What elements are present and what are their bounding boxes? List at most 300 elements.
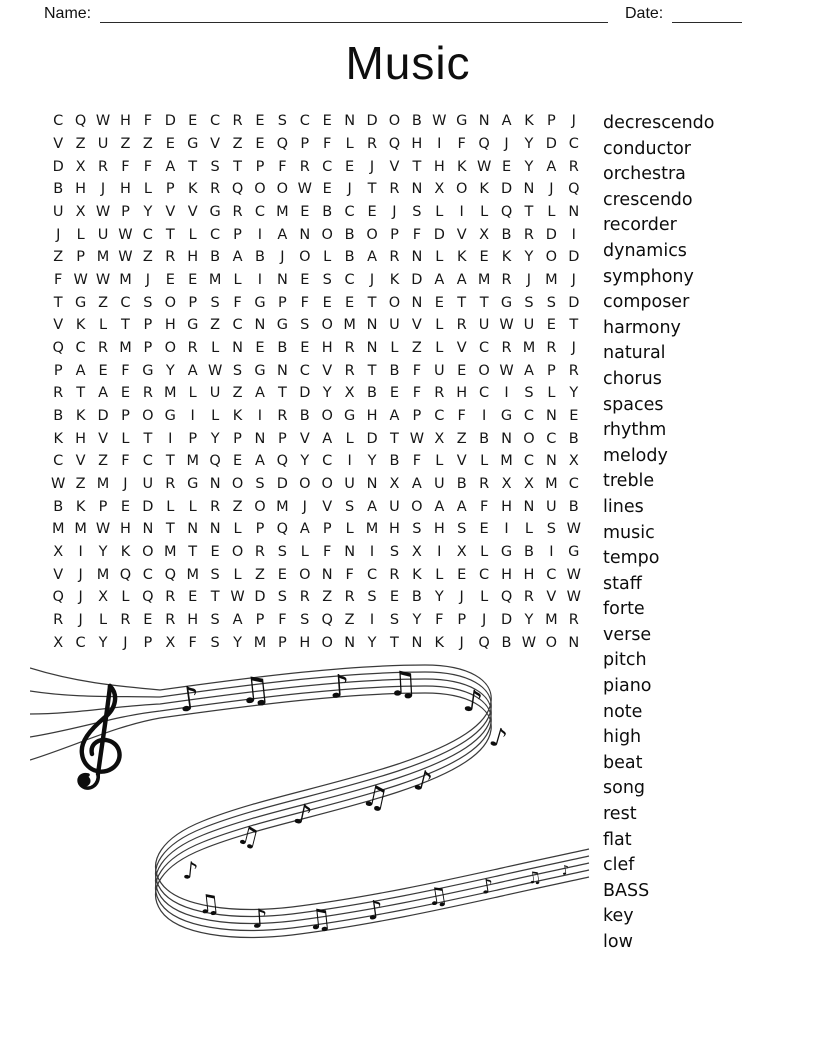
grid-letter: O xyxy=(164,339,176,356)
grid-letter: Z xyxy=(142,135,153,152)
grid-letter: A xyxy=(254,385,265,402)
grid-letter: J xyxy=(459,589,464,606)
grid-letter: S xyxy=(255,475,265,492)
grid-letter: P xyxy=(76,249,85,266)
grid-letter: A xyxy=(299,521,310,538)
grid-letter: F xyxy=(278,611,287,628)
grid-letter: X xyxy=(434,430,445,447)
grid-row xyxy=(47,201,585,224)
grid-letter: P xyxy=(322,521,332,538)
grid-letter: H xyxy=(119,521,131,538)
grid-letter: N xyxy=(254,317,266,334)
grid-letter: N xyxy=(321,566,333,583)
grid-letter: E xyxy=(165,135,175,152)
word-list-item: composer xyxy=(603,292,690,313)
name-blank-line xyxy=(100,2,608,23)
grid-letter: W xyxy=(432,113,447,130)
word-list-item: melody xyxy=(603,445,668,466)
grid-letter: U xyxy=(97,226,109,243)
grid-letter: D xyxy=(545,226,557,243)
grid-letter: E xyxy=(232,453,243,470)
grid-letter: U xyxy=(97,135,109,152)
grid-letter: F xyxy=(412,362,422,379)
grid-letter: A xyxy=(98,385,108,402)
grid-letter: R xyxy=(299,589,310,606)
grid-letter: Y xyxy=(524,249,534,266)
grid-row xyxy=(47,473,585,496)
grid-letter: Q xyxy=(388,135,401,152)
grid-letter: L xyxy=(188,385,197,402)
grid-letter: L xyxy=(76,226,85,243)
grid-row xyxy=(47,178,585,201)
grid-letter: L xyxy=(345,430,354,447)
grid-letter: U xyxy=(344,475,355,492)
grid-letter: L xyxy=(435,566,444,583)
grid-letter: T xyxy=(390,634,399,651)
grid-letter: N xyxy=(523,181,535,198)
grid-letter: R xyxy=(389,566,400,583)
grid-letter: W xyxy=(118,249,133,266)
word-list-item: song xyxy=(603,778,646,799)
grid-letter: C xyxy=(210,226,221,243)
grid-letter: Q xyxy=(52,589,64,606)
word-list-item: conductor xyxy=(603,138,692,159)
grid-letter: T xyxy=(412,158,422,175)
grid-letter: Q xyxy=(52,339,64,356)
grid-letter: O xyxy=(455,181,468,198)
grid-letter: E xyxy=(188,271,198,288)
word-list-item: high xyxy=(603,727,642,748)
grid-letter: G xyxy=(254,362,266,379)
grid-letter: H xyxy=(119,113,131,130)
grid-letter: R xyxy=(434,385,445,402)
grid-letter: J xyxy=(78,566,83,583)
grid-letter: N xyxy=(276,362,288,379)
grid-letter: W xyxy=(95,203,111,220)
grid-letter: O xyxy=(366,226,378,243)
word-list-item: pitch xyxy=(603,650,647,671)
grid-letter: O xyxy=(299,249,311,266)
grid-letter: S xyxy=(524,385,534,402)
beamed-notes-icon: ♫ xyxy=(358,777,392,818)
grid-letter: R xyxy=(523,226,534,243)
word-list-item: dynamics xyxy=(603,240,687,261)
word-list-item: flat xyxy=(603,829,632,850)
grid-letter: W xyxy=(566,566,581,583)
grid-letter: N xyxy=(545,453,557,470)
grid-row xyxy=(47,450,585,473)
grid-letter: B xyxy=(53,498,64,515)
grid-letter: N xyxy=(366,339,378,356)
grid-letter: S xyxy=(412,203,422,220)
grid-letter: T xyxy=(165,453,175,470)
grid-letter: O xyxy=(321,226,333,243)
grid-letter: R xyxy=(568,158,579,175)
eighth-note-icon: ♪ xyxy=(290,796,315,833)
grid-letter: E xyxy=(322,294,332,311)
grid-letter: I xyxy=(504,521,509,538)
grid-letter: D xyxy=(276,475,288,492)
grid-letter: F xyxy=(435,611,444,628)
grid-letter: O xyxy=(478,362,490,379)
word-list-item: treble xyxy=(603,471,655,492)
grid-letter: R xyxy=(501,271,512,288)
grid-letter: D xyxy=(500,181,513,198)
grid-letter: Q xyxy=(74,113,87,130)
grid-letter: C xyxy=(142,226,153,243)
grid-letter: S xyxy=(232,362,243,379)
grid-letter: K xyxy=(232,407,243,424)
grid-letter: E xyxy=(300,203,310,220)
grid-letter: I xyxy=(257,271,263,288)
grid-letter: U xyxy=(52,203,64,220)
grid-letter: P xyxy=(143,339,153,356)
grid-letter: O xyxy=(231,543,244,560)
grid-letter: P xyxy=(121,203,130,220)
eighth-note-icon: ♪ xyxy=(479,873,496,899)
grid-letter: V xyxy=(546,589,557,606)
grid-letter: H xyxy=(411,135,423,152)
grid-letter: R xyxy=(523,589,534,606)
grid-letter: A xyxy=(75,362,86,379)
grid-letter: J xyxy=(571,271,576,288)
grid-letter: H xyxy=(321,339,333,356)
grid-letter: D xyxy=(545,135,557,152)
grid-letter: E xyxy=(322,113,332,130)
grid-letter: Y xyxy=(165,362,175,379)
grid-letter: E xyxy=(255,113,265,130)
grid-letter: F xyxy=(188,634,197,651)
grid-letter: H xyxy=(433,158,445,175)
grid-letter: M xyxy=(545,271,558,288)
grid-letter: J xyxy=(392,203,397,220)
grid-letter: P xyxy=(165,181,175,198)
grid-letter: M xyxy=(96,475,110,492)
grid-letter: T xyxy=(457,294,467,311)
eighth-note-icon: ♪ xyxy=(181,856,200,886)
grid-letter: W xyxy=(566,521,581,538)
grid-letter: B xyxy=(568,430,579,447)
grid-letter: U xyxy=(389,317,400,334)
grid-letter: N xyxy=(411,181,423,198)
grid-letter: B xyxy=(501,226,512,243)
grid-letter: V xyxy=(411,317,422,334)
grid-letter: K xyxy=(75,498,86,515)
grid-letter: P xyxy=(457,611,467,628)
grid-letter: L xyxy=(480,543,489,560)
grid-letter: V xyxy=(456,226,467,243)
grid-letter: B xyxy=(210,249,221,266)
date-label: Date: xyxy=(625,5,664,22)
grid-letter: N xyxy=(209,521,221,538)
grid-letter: R xyxy=(53,385,64,402)
grid-letter: P xyxy=(300,135,310,152)
grid-letter: S xyxy=(345,498,355,515)
grid-letter: R xyxy=(187,339,198,356)
grid-letter: L xyxy=(166,498,175,515)
grid-row xyxy=(47,405,585,428)
grid-letter: S xyxy=(210,634,220,651)
grid-letter: B xyxy=(344,249,355,266)
grid-letter: L xyxy=(435,203,444,220)
grid-letter: S xyxy=(210,158,220,175)
grid-letter: J xyxy=(78,589,83,606)
grid-letter: O xyxy=(411,498,423,515)
grid-letter: Y xyxy=(233,634,242,651)
grid-letter: J xyxy=(369,271,375,288)
grid-letter: C xyxy=(479,566,490,583)
grid-letter: Y xyxy=(98,634,108,651)
grid-letter: K xyxy=(501,249,512,266)
grid-letter: E xyxy=(255,135,265,152)
name-label: Name: xyxy=(44,5,92,22)
grid-letter: S xyxy=(457,521,467,538)
grid-letter: Z xyxy=(232,385,243,402)
grid-letter: B xyxy=(389,453,400,470)
grid-letter: L xyxy=(480,453,489,470)
grid-letter: Z xyxy=(210,317,221,334)
grid-letter: F xyxy=(121,362,130,379)
grid-letter: R xyxy=(456,317,467,334)
grid-letter: Z xyxy=(75,135,86,152)
grid-letter: M xyxy=(365,521,379,538)
grid-letter: B xyxy=(501,634,512,651)
grid-letter: T xyxy=(367,181,377,198)
grid-letter: J xyxy=(145,271,150,288)
grid-row xyxy=(47,586,585,609)
grid-letter: M xyxy=(545,611,558,628)
grid-letter: Y xyxy=(569,385,579,402)
grid-letter: B xyxy=(523,543,534,560)
grid-letter: L xyxy=(98,611,108,628)
grid-letter: I xyxy=(190,407,195,424)
grid-letter: J xyxy=(504,135,509,152)
grid-letter: F xyxy=(457,135,466,152)
grid-letter: M xyxy=(477,271,491,288)
grid-letter: M xyxy=(186,453,199,470)
grid-letter: S xyxy=(389,543,400,560)
grid-letter: B xyxy=(568,498,579,515)
grid-letter: B xyxy=(456,475,467,492)
grid-letter: N xyxy=(523,498,535,515)
grid-letter: Z xyxy=(75,475,86,492)
grid-letter: L xyxy=(121,430,130,447)
grid-letter: O xyxy=(299,475,311,492)
word-list-item: symphony xyxy=(603,266,694,287)
grid-letter: T xyxy=(188,543,198,560)
grid-letter: R xyxy=(97,158,109,175)
grid-letter: W xyxy=(476,158,492,175)
grid-letter: A xyxy=(501,113,512,130)
grid-letter: B xyxy=(344,226,355,243)
grid-letter: N xyxy=(299,226,311,243)
grid-letter: E xyxy=(120,498,131,515)
grid-letter: H xyxy=(456,385,468,402)
word-list-item: note xyxy=(603,701,643,722)
grid-row xyxy=(47,609,585,632)
grid-letter: U xyxy=(433,475,445,492)
grid-letter: L xyxy=(211,339,220,356)
grid-letter: Z xyxy=(142,249,153,266)
grid-letter: S xyxy=(546,294,556,311)
grid-letter: G xyxy=(164,407,176,424)
grid-letter: G xyxy=(568,543,580,560)
grid-letter: Q xyxy=(164,566,176,583)
grid-letter: R xyxy=(142,385,153,402)
grid-letter: H xyxy=(501,566,512,583)
grid-letter: A xyxy=(434,271,445,288)
grid-letter: L xyxy=(435,317,444,334)
grid-letter: P xyxy=(188,294,198,311)
grid-letter: V xyxy=(75,453,86,470)
grid-letter: Y xyxy=(524,135,534,152)
grid-letter: O xyxy=(545,249,558,266)
grid-letter: E xyxy=(322,181,332,198)
grid-letter: T xyxy=(277,385,287,402)
grid-letter: X xyxy=(523,475,534,492)
grid-letter: A xyxy=(367,498,377,515)
grid-letter: Q xyxy=(478,135,490,152)
grid-letter: Y xyxy=(524,158,534,175)
grid-letter: B xyxy=(254,249,265,266)
grid-letter: B xyxy=(277,339,288,356)
grid-letter: W xyxy=(51,475,66,492)
grid-letter: L xyxy=(188,498,197,515)
grid-letter: S xyxy=(367,589,377,606)
grid-letter: X xyxy=(344,385,355,402)
grid-letter: M xyxy=(186,566,199,583)
grid-letter: E xyxy=(255,339,265,356)
grid-letter: R xyxy=(53,611,64,628)
grid-letter: O xyxy=(299,566,311,583)
grid-letter: O xyxy=(321,407,333,424)
grid-letter: K xyxy=(456,158,467,175)
grid-letter: G xyxy=(500,407,513,424)
grid-letter: R xyxy=(479,475,490,492)
grid-letter: Q xyxy=(209,453,221,470)
grid-letter: E xyxy=(120,385,131,402)
grid-letter: Q xyxy=(276,521,289,538)
grid-letter: X xyxy=(389,475,400,492)
grid-letter: C xyxy=(120,294,131,311)
grid-letter: R xyxy=(344,589,355,606)
grid-letter: L xyxy=(323,249,332,266)
grid-letter: Y xyxy=(367,634,377,651)
grid-letter: H xyxy=(164,317,176,334)
grid-letter: F xyxy=(412,385,422,402)
grid-letter: S xyxy=(210,294,220,311)
grid-row xyxy=(47,563,585,586)
grid-letter: C xyxy=(53,113,64,130)
grid-letter: T xyxy=(76,385,86,402)
grid-letter: G xyxy=(276,317,288,334)
grid-letter: E xyxy=(479,249,489,266)
grid-letter: B xyxy=(53,407,64,424)
grid-letter: C xyxy=(434,407,445,424)
grid-letter: Z xyxy=(98,294,108,311)
grid-letter: Z xyxy=(232,498,243,515)
grid-letter: G xyxy=(500,294,513,311)
grid-letter: F xyxy=(143,158,153,175)
grid-letter: L xyxy=(233,521,242,538)
grid-letter: E xyxy=(501,158,512,175)
grid-letter: C xyxy=(142,453,153,470)
grid-letter: T xyxy=(390,430,399,447)
word-list-item: beat xyxy=(603,752,643,773)
grid-letter: V xyxy=(389,158,400,175)
word-list-item: orchestra xyxy=(603,164,686,185)
grid-letter: R xyxy=(277,407,288,424)
grid-letter: Q xyxy=(478,634,490,651)
grid-letter: I xyxy=(459,203,464,220)
grid-letter: L xyxy=(233,271,242,288)
music-staff-illustration xyxy=(30,652,590,957)
grid-letter: O xyxy=(254,181,266,198)
word-list-item: recorder xyxy=(603,215,677,236)
grid-letter: L xyxy=(390,339,399,356)
grid-letter: E xyxy=(345,294,355,311)
grid-letter: V xyxy=(53,566,64,583)
grid-letter: E xyxy=(434,294,444,311)
grid-letter: N xyxy=(411,249,423,266)
grid-letter: R xyxy=(232,113,243,130)
grid-letter: Z xyxy=(98,453,108,470)
grid-letter: W xyxy=(499,317,514,334)
grid-letter: D xyxy=(366,113,378,130)
grid-letter: C xyxy=(142,566,153,583)
eighth-note-icon: ♪ xyxy=(560,862,571,879)
grid-letter: Q xyxy=(142,589,154,606)
grid-letter: K xyxy=(75,317,86,334)
grid-letter: X xyxy=(568,453,579,470)
grid-letter: F xyxy=(323,135,332,152)
grid-letter: M xyxy=(96,249,110,266)
grid-letter: J xyxy=(100,181,106,198)
grid-letter: E xyxy=(143,611,153,628)
grid-letter: I xyxy=(504,385,509,402)
word-list-item: staff xyxy=(603,573,642,594)
grid-letter: Q xyxy=(119,566,132,583)
grid-letter: S xyxy=(277,113,287,130)
word-list-item: rest xyxy=(603,804,637,825)
grid-letter: X xyxy=(165,634,176,651)
grid-letter: K xyxy=(434,634,445,651)
grid-letter: N xyxy=(568,203,580,220)
grid-letter: G xyxy=(142,362,154,379)
grid-letter: B xyxy=(411,113,422,130)
grid-letter: O xyxy=(254,498,266,515)
grid-letter: Z xyxy=(322,589,333,606)
grid-letter: I xyxy=(549,543,554,560)
grid-row xyxy=(47,427,585,450)
grid-letter: P xyxy=(121,407,130,424)
grid-letter: T xyxy=(524,203,534,220)
grid-letter: T xyxy=(367,362,377,379)
word-search-grid xyxy=(47,110,585,654)
grid-letter: V xyxy=(53,135,64,152)
grid-letter: U xyxy=(523,317,535,334)
grid-letter: C xyxy=(568,135,579,152)
grid-letter: Q xyxy=(500,589,513,606)
grid-letter: R xyxy=(299,158,310,175)
grid-letter: I xyxy=(257,407,263,424)
grid-letter: E xyxy=(98,362,108,379)
grid-letter: F xyxy=(143,113,153,130)
grid-letter: C xyxy=(210,113,221,130)
grid-letter: M xyxy=(522,339,536,356)
grid-letter: A xyxy=(389,407,400,424)
grid-letter: S xyxy=(389,611,400,628)
